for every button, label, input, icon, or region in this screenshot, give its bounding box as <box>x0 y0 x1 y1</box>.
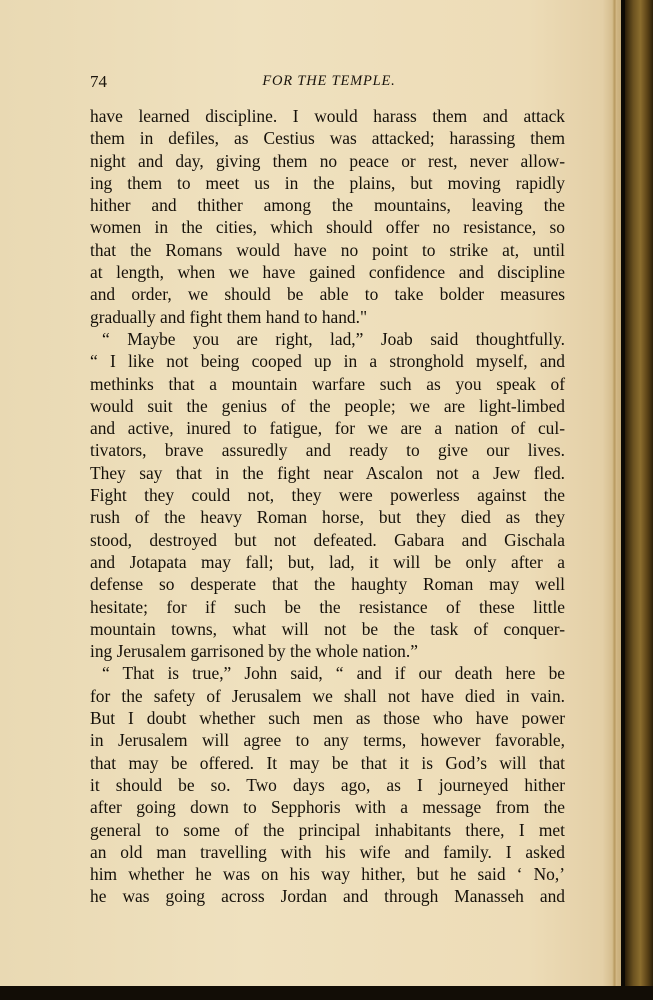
text-line: mountain towns, what will not be the task of conquer- <box>90 618 565 639</box>
text-line: women in the cities, which should offer no resistance, so <box>90 217 565 238</box>
page-edge-strip <box>625 0 653 1000</box>
text-line: an old man travelling with his wife and family. I asked <box>90 841 565 862</box>
text-line: that the Romans would have no point to strike at, until <box>90 239 565 260</box>
text-line: “ I like not being cooped up in a stronghold myself, and <box>90 351 565 372</box>
text-line: stood, destroyed but not defeated. Gabara and Gischala <box>90 529 565 550</box>
page-header <box>90 72 568 96</box>
text-line: and active, inured to fatigue, for we are a nation of cul- <box>90 418 565 439</box>
text-line: would suit the genius of the people; we are light-limbed <box>90 395 565 416</box>
scan-bottom-shadow <box>0 986 653 1000</box>
text-line: They say that in the fight near Ascalon not a Jew fled. <box>90 462 565 483</box>
text-line: ing them to meet us in the plains, but moving rapidly <box>90 172 565 193</box>
text-line: that may be offered. It may be that it is God’s will that <box>90 752 565 773</box>
text-line: But I doubt whether such men as those who have power <box>90 708 565 729</box>
text-line: gradually and fight them hand to hand." <box>90 306 368 327</box>
running-title: FOR THE TEMPLE. <box>262 73 396 89</box>
text-line: it should be so. Two days ago, as I journeyed hither <box>90 774 565 795</box>
text-line: hesitate; for if such be the resistance of these little <box>90 596 565 617</box>
text-line: rush of the heavy Roman horse, but they died as they <box>90 507 565 528</box>
text-line: and Jotapata may fall; but, lad, it will be only after a <box>90 551 565 572</box>
text-line: ing Jerusalem garrisoned by the whole nation.” <box>90 641 418 662</box>
text-line: them in defiles, as Cestius was attacked; harassing them <box>90 128 565 149</box>
text-line: tivators, brave assuredly and ready to give our lives. <box>90 440 565 461</box>
text-line: he was going across Jordan and through Manasseh and <box>90 886 565 907</box>
page-fold-shadow <box>612 0 617 986</box>
page-number: 74 <box>90 72 107 91</box>
text-line: and order, we should be able to take bolder measures <box>90 284 565 305</box>
text-line: night and day, giving them no peace or rest, never allow- <box>90 150 565 171</box>
text-line: Fight they could not, they were powerless against the <box>90 485 565 506</box>
text-line: him whether he was on his way hither, but he said ‘ No,’ <box>90 864 565 885</box>
text-line: defense so desperate that the haughty Roman may well <box>90 574 565 595</box>
text-line: general to some of the principal inhabitants there, I met <box>90 819 565 840</box>
text-line: “ Maybe you are right, lad,” Joab said thoughtfully. <box>102 328 565 349</box>
text-line: for the safety of Jerusalem we shall not have died in vain. <box>90 685 565 706</box>
body-text <box>90 105 565 908</box>
text-line: at length, when we have gained confidence and discipline <box>90 262 565 283</box>
text-line: hither and thither among the mountains, leaving the <box>90 195 565 216</box>
text-line: in Jerusalem will agree to any terms, however favorable, <box>90 730 565 751</box>
text-line: after going down to Sepphoris with a message from the <box>90 797 565 818</box>
text-line: have learned discipline. I would harass them and attack <box>90 106 565 126</box>
text-line: methinks that a mountain warfare such as you speak of <box>90 373 565 394</box>
text-line: “ That is true,” John said, “ and if our death here be <box>102 663 565 684</box>
